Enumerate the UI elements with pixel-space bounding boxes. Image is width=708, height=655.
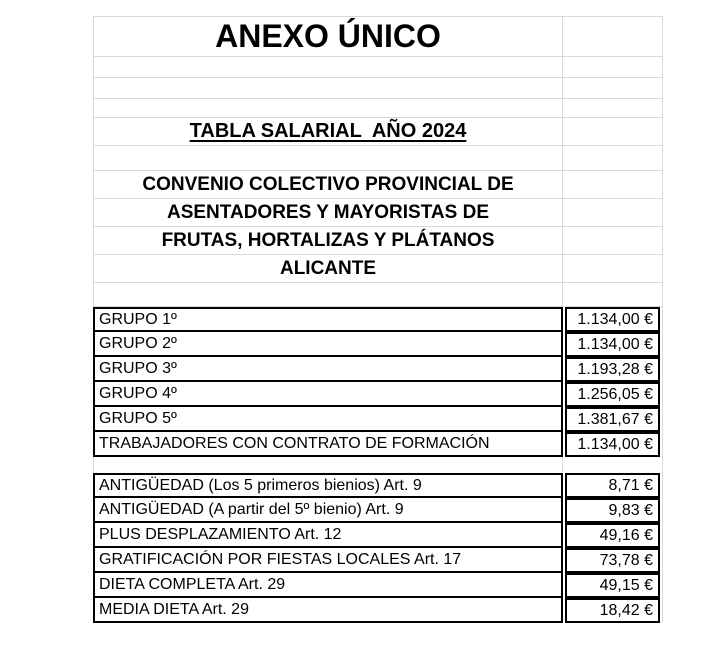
allowance-row-value: 49,15 € — [565, 573, 660, 598]
table-row — [93, 598, 663, 623]
empty-row — [93, 99, 663, 118]
salary-table — [93, 307, 663, 457]
allowance-row-value: 18,42 € — [565, 598, 660, 623]
subtitle-row — [93, 118, 663, 146]
salary-row-value: 1.256,05 € — [565, 382, 660, 407]
table-row — [93, 473, 663, 498]
allowance-row-value: 73,78 € — [565, 548, 660, 573]
allowance-row-value: 9,83 € — [565, 498, 660, 523]
allowance-row-label: GRATIFICACIÓN POR FIESTAS LOCALES Art. 17 — [93, 548, 563, 573]
table-row — [93, 407, 663, 432]
allowance-row-label: ANTIGÜEDAD (A partir del 5º bienio) Art. 9 — [93, 498, 563, 523]
title-row — [93, 17, 663, 57]
empty-row — [93, 78, 663, 99]
salary-row-label: GRUPO 1º — [93, 307, 563, 332]
heading-row — [93, 171, 663, 199]
table-row — [93, 548, 663, 573]
salary-row-label: TRABAJADORES CON CONTRATO DE FORMACIÓN — [93, 432, 563, 457]
heading-row — [93, 227, 663, 255]
heading-line: CONVENIO COLECTIVO PROVINCIAL DE — [142, 173, 514, 195]
salary-row-value: 1.134,00 € — [565, 432, 660, 457]
salary-row-value: 1.193,28 € — [565, 357, 660, 382]
spreadsheet-area — [93, 16, 663, 623]
table-row — [93, 523, 663, 548]
salary-row-value: 1.134,00 € — [565, 307, 660, 332]
empty-cell — [563, 17, 663, 56]
allowance-row-label: DIETA COMPLETA Art. 29 — [93, 573, 563, 598]
table-row — [93, 498, 663, 523]
heading-line: ASENTADORES Y MAYORISTAS DE — [166, 201, 489, 223]
allowance-row-value: 8,71 € — [565, 473, 660, 498]
allowances-table — [93, 473, 663, 623]
table-row — [93, 573, 663, 598]
empty-row — [93, 146, 663, 171]
table-row — [93, 382, 663, 407]
salary-row-value: 1.381,67 € — [565, 407, 660, 432]
table-row — [93, 307, 663, 332]
allowance-row-label: MEDIA DIETA Art. 29 — [93, 598, 563, 623]
heading-line: FRUTAS, HORTALIZAS Y PLÁTANOS — [161, 229, 495, 251]
empty-row — [93, 283, 663, 307]
table-row — [93, 432, 663, 457]
allowance-row-label: PLUS DESPLAZAMIENTO Art. 12 — [93, 523, 563, 548]
document-subtitle: TABLA SALARIAL AÑO 2024 — [189, 120, 467, 142]
table-row — [93, 332, 663, 357]
salary-row-label: GRUPO 2º — [93, 332, 563, 357]
allowance-row-value: 49,16 € — [565, 523, 660, 548]
empty-row — [93, 57, 663, 78]
heading-line: ALICANTE — [279, 257, 377, 279]
salary-row-value: 1.134,00 € — [565, 332, 660, 357]
table-row — [93, 357, 663, 382]
salary-row-label: GRUPO 5º — [93, 407, 563, 432]
document-title: ANEXO ÚNICO — [215, 18, 441, 54]
empty-row — [93, 457, 663, 473]
title-cell — [94, 17, 563, 56]
salary-row-label: GRUPO 4º — [93, 382, 563, 407]
heading-row — [93, 255, 663, 283]
salary-row-label: GRUPO 3º — [93, 357, 563, 382]
heading-row — [93, 199, 663, 227]
allowance-row-label: ANTIGÜEDAD (Los 5 primeros bienios) Art. 9 — [93, 473, 563, 498]
subtitle-cell — [94, 118, 563, 145]
